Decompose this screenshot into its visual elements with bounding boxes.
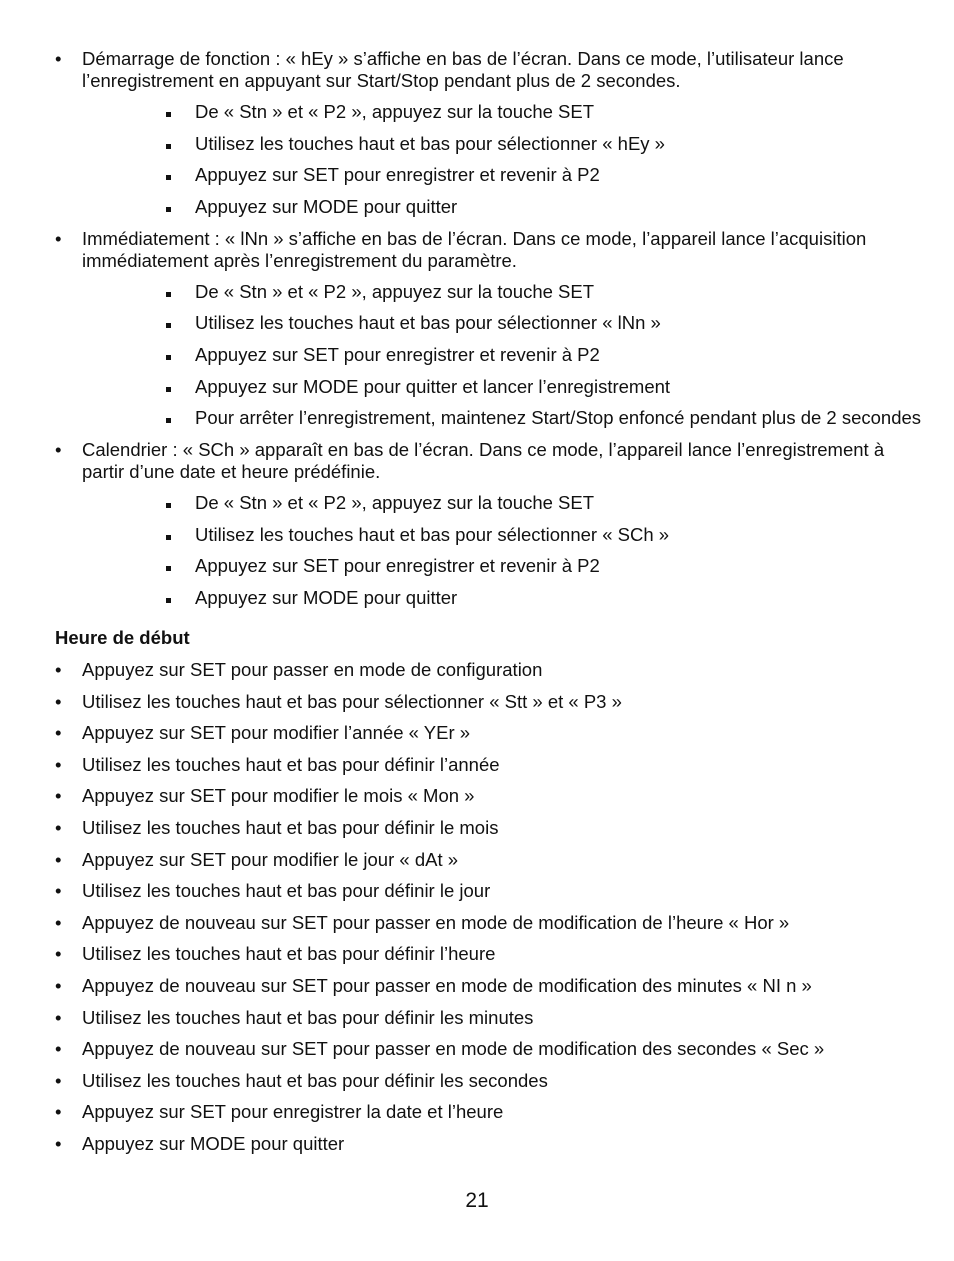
step-text: Utilisez les touches haut et bas pour sélectionner « SCh »	[195, 523, 670, 545]
bullet-icon: •	[55, 227, 62, 249]
bullet-icon: •	[55, 848, 62, 870]
step-text: Appuyez sur SET pour passer en mode de configuration	[82, 659, 543, 680]
bullet-icon: •	[55, 1006, 62, 1028]
list-item	[0, 943, 954, 965]
page-number: 21	[465, 1189, 489, 1212]
step-item	[82, 133, 914, 155]
list-item	[0, 722, 954, 744]
step-item	[82, 164, 914, 186]
square-bullet-icon	[166, 598, 171, 603]
list-item	[0, 1038, 954, 1060]
bullet-icon: •	[55, 943, 62, 965]
square-bullet-icon	[166, 566, 171, 571]
list-item	[0, 912, 954, 934]
step-text: Appuyez sur SET pour enregistrer et revenir à P2	[195, 343, 600, 365]
step-item	[82, 555, 914, 577]
bullet-icon: •	[55, 48, 62, 69]
square-bullet-icon	[166, 323, 171, 328]
list-item	[0, 880, 954, 902]
mode-description: Calendrier : « SCh » apparaît en bas de l’écran. Dans ce mode, l’appareil lance l’enregistrement à partir d’une date et heure prédéfinie.	[82, 439, 885, 483]
list-item	[0, 817, 954, 839]
section-heading: Heure de début	[55, 627, 190, 648]
bullet-icon: •	[55, 690, 62, 712]
square-bullet-icon	[166, 207, 171, 212]
mode-steps	[82, 492, 914, 609]
mode-item-calendar	[0, 439, 954, 609]
bullet-icon: •	[55, 816, 62, 838]
step-text: Appuyez de nouveau sur SET pour passer en mode de modification des secondes « Sec »	[82, 1038, 825, 1060]
list-item	[0, 849, 954, 871]
step-text: Pour arrêter l’enregistrement, maintenez Start/Stop enfoncé pendant plus de 2 secondes	[195, 407, 922, 429]
square-bullet-icon	[166, 292, 171, 297]
list-item	[0, 785, 954, 807]
start-time-steps	[0, 659, 954, 1165]
step-text: Utilisez les touches haut et bas pour définir l’année	[82, 753, 500, 775]
step-text: Utilisez les touches haut et bas pour sélectionner « Stt » et « P3 »	[82, 690, 622, 712]
mode-list	[0, 48, 954, 619]
square-bullet-icon	[166, 144, 171, 149]
bullet-icon: •	[55, 722, 62, 744]
step-text: Utilisez les touches haut et bas pour définir le jour	[82, 880, 491, 902]
list-item	[0, 1070, 954, 1092]
step-text: Appuyez sur MODE pour quitter	[82, 1132, 345, 1154]
step-text: Appuyez sur SET pour enregistrer la date et l’heure	[82, 1101, 504, 1123]
list-item	[0, 975, 954, 997]
bullet-icon: •	[55, 753, 62, 775]
step-text: Utilisez les touches haut et bas pour sélectionner « lNn »	[195, 312, 661, 334]
square-bullet-icon	[166, 112, 171, 117]
step-text: Appuyez sur SET pour modifier le jour « dAt »	[82, 848, 459, 870]
step-text: Utilisez les touches haut et bas pour définir le mois	[82, 816, 499, 838]
step-item	[82, 281, 914, 303]
step-text: De « Stn » et « P2 », appuyez sur la touche SET	[195, 101, 595, 122]
bullet-icon: •	[55, 785, 62, 807]
bullet-icon: •	[55, 659, 62, 680]
square-bullet-icon	[166, 535, 171, 540]
list-item	[0, 754, 954, 776]
square-bullet-icon	[166, 175, 171, 180]
square-bullet-icon	[166, 355, 171, 360]
step-item	[82, 407, 922, 429]
bullet-icon: •	[55, 1101, 62, 1123]
step-item	[82, 492, 914, 514]
step-text: Appuyez sur MODE pour quitter	[195, 195, 458, 217]
list-item	[0, 691, 954, 713]
step-item	[82, 524, 914, 546]
mode-description: Immédiatement : « lNn » s’affiche en bas de l’écran. Dans ce mode, l’appareil lance l’acquisition immédiatement après l’enregistrement du paramètre.	[82, 227, 867, 271]
step-text: Appuyez sur SET pour modifier l’année « YEr »	[82, 722, 471, 744]
bullet-icon: •	[55, 1132, 62, 1154]
list-item	[0, 659, 954, 681]
step-item	[82, 312, 914, 334]
step-item	[82, 587, 914, 609]
step-text: Appuyez sur MODE pour quitter et lancer l’enregistrement	[195, 375, 671, 397]
mode-steps	[82, 101, 914, 218]
step-text: Appuyez sur SET pour enregistrer et revenir à P2	[195, 164, 600, 186]
bullet-icon: •	[55, 880, 62, 902]
step-text: Appuyez sur SET pour modifier le mois « Mon »	[82, 785, 475, 807]
mode-description: Démarrage de fonction : « hEy » s’affiche en bas de l’écran. Dans ce mode, l’utilisateur lance l’enregistrement en appuyant sur Start/Stop pendant plus de 2 secondes.	[82, 48, 844, 91]
bullet-icon: •	[55, 1038, 62, 1060]
bullet-icon: •	[55, 974, 62, 996]
step-text: Utilisez les touches haut et bas pour définir l’heure	[82, 943, 496, 965]
step-item	[82, 196, 914, 218]
step-text: Appuyez sur MODE pour quitter	[195, 586, 458, 608]
list-item	[0, 1007, 954, 1029]
square-bullet-icon	[166, 418, 171, 423]
step-item	[82, 101, 914, 123]
step-text: Appuyez de nouveau sur SET pour passer en mode de modification des minutes « NI n »	[82, 974, 812, 996]
step-text: Appuyez sur SET pour enregistrer et revenir à P2	[195, 555, 600, 577]
square-bullet-icon	[166, 503, 171, 508]
bullet-icon: •	[55, 911, 62, 933]
step-text: Utilisez les touches haut et bas pour définir les minutes	[82, 1006, 534, 1028]
step-text: Utilisez les touches haut et bas pour sélectionner « hEy »	[195, 132, 665, 154]
step-text: De « Stn » et « P2 », appuyez sur la touche SET	[195, 492, 595, 514]
step-item	[82, 376, 914, 398]
mode-steps	[82, 280, 922, 429]
square-bullet-icon	[166, 387, 171, 392]
mode-item-function-start	[0, 48, 954, 218]
step-text: De « Stn » et « P2 », appuyez sur la touche SET	[195, 280, 595, 302]
mode-item-immediate	[0, 228, 954, 429]
bullet-icon: •	[55, 1069, 62, 1091]
step-item	[82, 344, 914, 366]
bullet-icon: •	[55, 439, 62, 461]
step-text: Utilisez les touches haut et bas pour définir les secondes	[82, 1069, 548, 1091]
step-text: Appuyez de nouveau sur SET pour passer en mode de modification de l’heure « Hor »	[82, 911, 790, 933]
list-item	[0, 1101, 954, 1123]
list-item	[0, 1133, 954, 1155]
